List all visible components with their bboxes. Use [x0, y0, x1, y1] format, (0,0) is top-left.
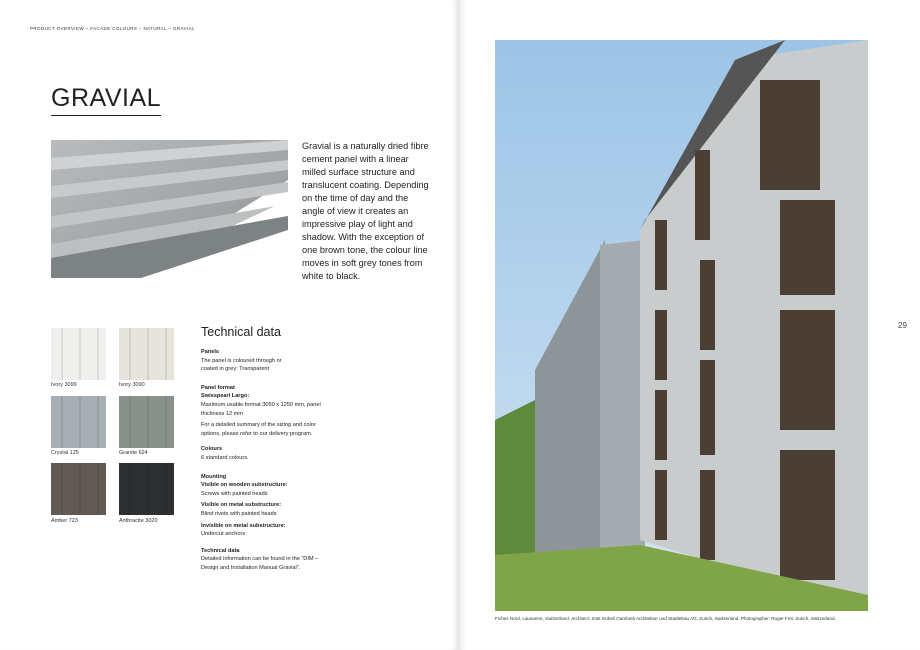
techdata-title: Technical data [201, 547, 240, 554]
panels-text: The panel is coloured through or coated in grey: Transparent [201, 357, 282, 373]
page-title: GRAVIAL [51, 84, 161, 116]
mount3-title: Invisible on metal substructure: [201, 522, 286, 529]
swatch-label: Anthracite 3020 [119, 518, 158, 524]
swatch-crystal-125 [51, 396, 106, 448]
format-note: For a detailed summary of the sizing and color options, please refer to our delivery program. [201, 422, 316, 437]
swatch-label: Amber 723 [51, 518, 78, 524]
mount2-title: Visible on metal substructure: [201, 502, 282, 509]
colours-title: Colours [201, 446, 223, 453]
swatch-label: Crystal 125 [51, 450, 79, 456]
mounting-title: Mounting [201, 473, 227, 480]
techdata-text: Detailed information can be found in the “DIM – Design and Installation Manual Gravial”. [201, 556, 319, 571]
mount2-text: Blind rivets with painted heads [201, 510, 277, 517]
swatch-anthracite-3020 [119, 463, 174, 515]
mount1-title: Visible on wooden substructure: [201, 482, 288, 489]
swatch-label: Granite 624 [119, 450, 148, 456]
left-page [0, 0, 458, 650]
product-description: Gravial is a naturally dried fibre cement panel with a linear milled surface structure and translucent coating. Depending on the time of day and the angle of view it creates an impressive play of light and shadow. With the exception of one brown tone, the colour line moves in soft grey tones from white to black. [302, 141, 429, 281]
panels-title: Panels [201, 349, 220, 355]
mount1-text: Screws with painted heads [201, 490, 268, 497]
format-text: Maximum usable format 3050 x 1250 mm, panel thickness 12 mm [201, 401, 321, 417]
swatch-ivory-3099 [51, 328, 106, 380]
swatch-amber-723 [51, 463, 106, 515]
swatch-label: Ivory 3099 [51, 382, 77, 388]
technical-heading: Technical data [201, 325, 281, 339]
swatch-label: Ivory 3090 [119, 382, 145, 388]
format-title: Panel format [201, 384, 235, 391]
page-number: 29 [898, 321, 907, 330]
photo-caption: Fiches Nord, Lausanne, Switzerland. Architect: Züst Gübeli Gambetti Architektur und Städtebau AG, Zurich, Switzerland. Photographer: Roger Frei, Zurich, Switzerland. [495, 616, 836, 621]
swatch-ivory-3090 [119, 328, 174, 380]
format-sub: Swisspearl Largo: [201, 393, 250, 400]
swatch-granite-624 [119, 396, 174, 448]
building-photo [495, 40, 868, 611]
mount3-text: Undercut anchors [201, 531, 246, 538]
breadcrumb: PRODUCT OVERVIEW – FACADE COLOURS – NATURAL – GRAVIAL [30, 26, 195, 31]
technical-data [201, 325, 341, 579]
right-page [460, 0, 920, 650]
colours-text: 6 standard colours. [201, 454, 249, 461]
panel-sample-image [51, 140, 288, 278]
